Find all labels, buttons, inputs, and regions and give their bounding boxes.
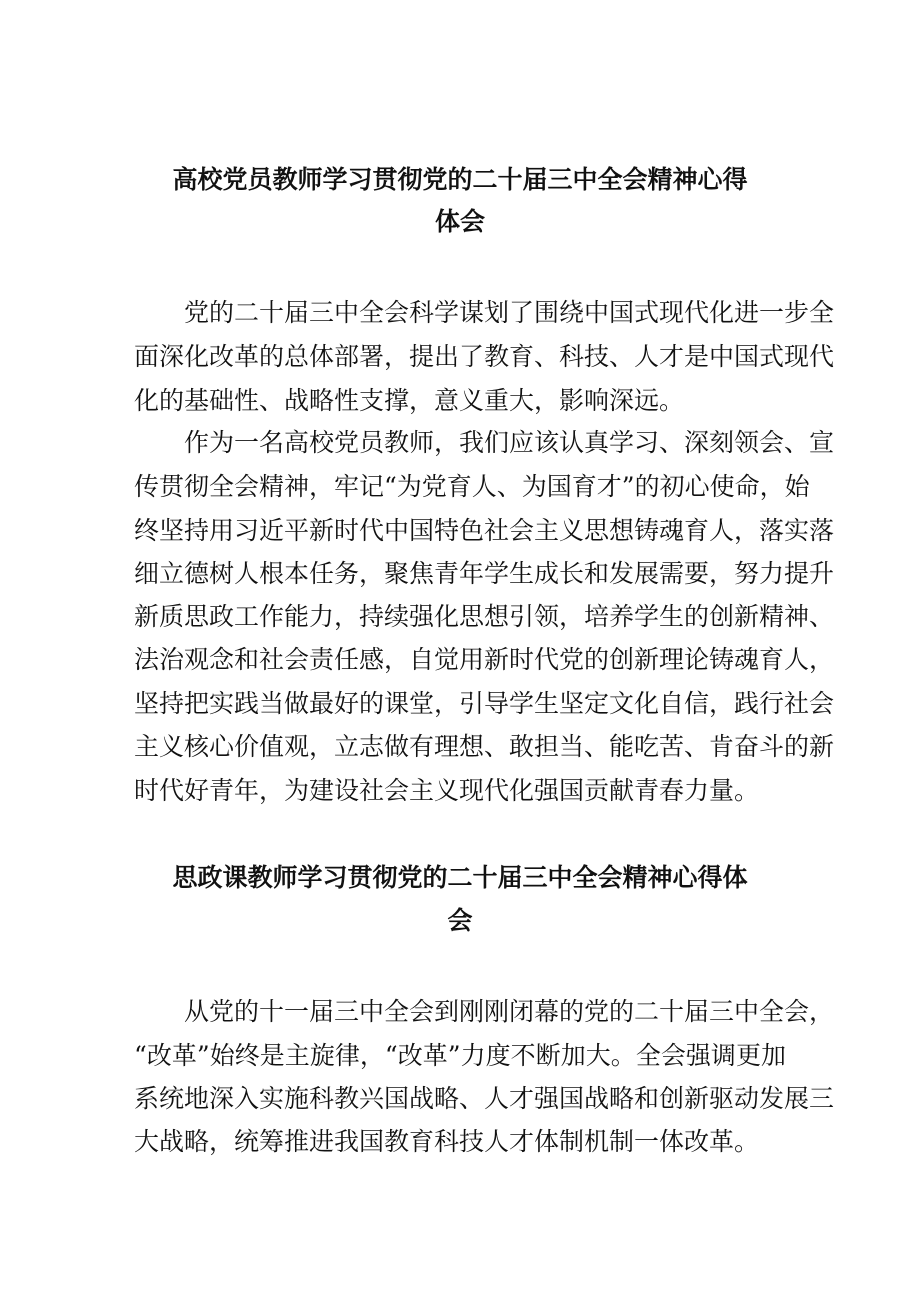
paragraph-line: 传贯彻全会精神，牢记“为党育人、为国育才”的初心使命，始 (134, 472, 810, 501)
paragraph-line: 新质思政工作能力，持续强化思想引领，培养学生的创新精神、 (134, 602, 835, 631)
paragraph-line: 系统地深入实施科教兴国战略、人才强国战略和创新驱动发展三 (134, 1084, 835, 1113)
article-title-line-1: 高校党员教师学习贯彻党的二十届三中全会精神心得 (172, 165, 748, 194)
paragraph-line: 化的基础性、战略性支撑，意义重大，影响深远。 (134, 386, 685, 415)
article-title-line-2: 会 (447, 906, 473, 935)
paragraph-line: 作为一名高校党员教师，我们应该认真学习、深刻领会、宣 (184, 428, 835, 457)
paragraph-line: 面深化改革的总体部署，提出了教育、科技、人才是中国式现代 (134, 342, 835, 371)
paragraph-line: 从党的十一届三中全会到刚刚闭幕的党的二十届三中全会， (184, 997, 835, 1026)
paragraph-line: 法治观念和社会责任感，自觉用新时代党的创新理论铸魂育人， (134, 645, 835, 674)
article-title-line-1: 思政课教师学习贯彻党的二十届三中全会精神心得体 (172, 863, 748, 892)
paragraph-line: 党的二十届三中全会科学谋划了围绕中国式现代化进一步全 (184, 298, 835, 327)
paragraph-line: 主义核心价值观，立志做有理想、敢担当、能吃苦、肯奋斗的新 (134, 732, 835, 761)
paragraph-line: 时代好青年，为建设社会主义现代化强国贡献青春力量。 (134, 776, 760, 805)
paragraph-line: 细立德树人根本任务，聚焦青年学生成长和发展需要，努力提升 (134, 559, 835, 588)
paragraph-line: 终坚持用习近平新时代中国特色社会主义思想铸魂育人，落实落 (134, 516, 835, 545)
article-title-line-2: 体会 (434, 207, 485, 236)
paragraph-line: 大战略，统筹推进我国教育科技人才体制机制一体改革。 (134, 1127, 760, 1156)
paragraph-line: “改革”始终是主旋律，“改革”力度不断加大。全会强调更加 (134, 1041, 786, 1070)
paragraph-line: 坚持把实践当做最好的课堂，引导学生坚定文化自信，践行社会 (134, 689, 835, 718)
